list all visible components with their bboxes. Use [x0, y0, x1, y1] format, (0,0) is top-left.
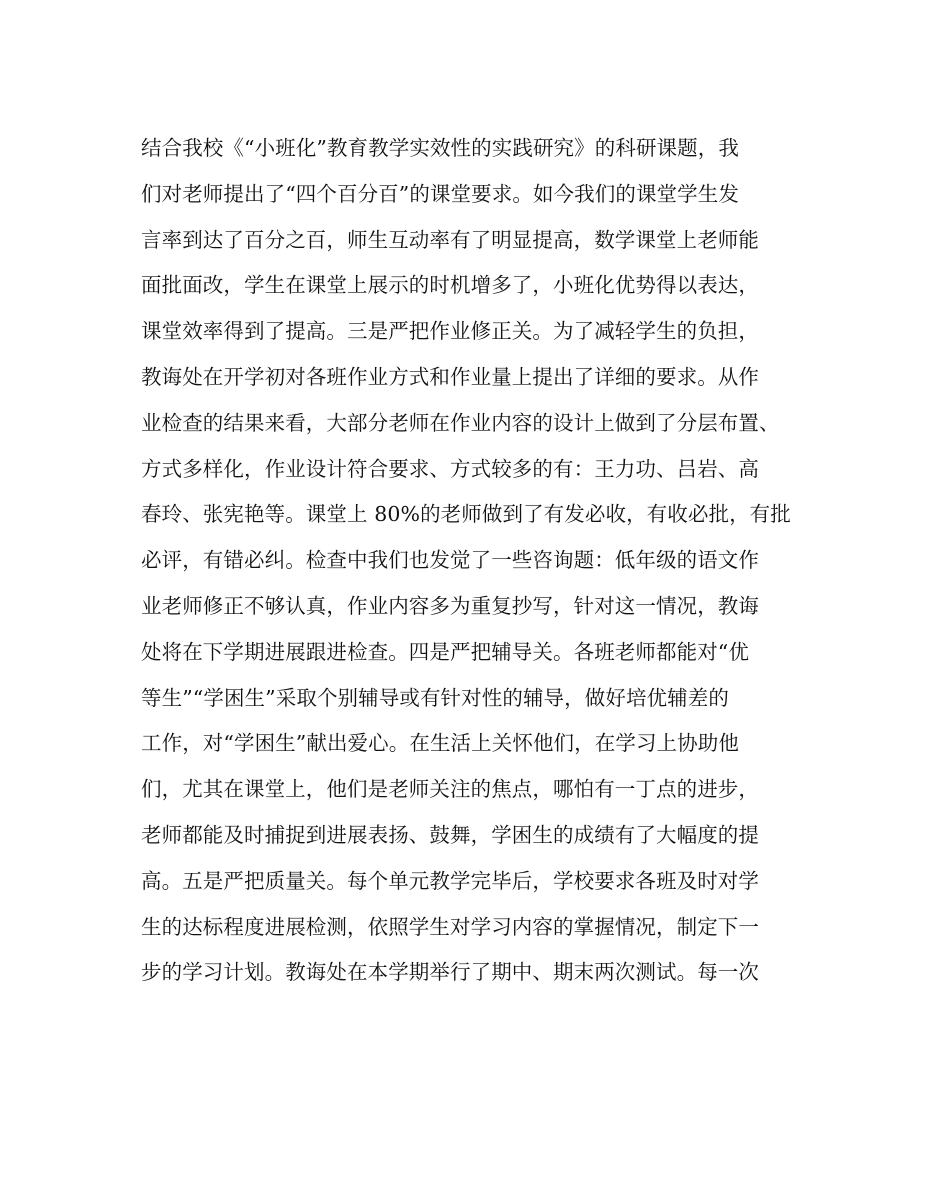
- text-line: 老师都能及时捕捉到进展表扬、鼓舞，学困生的成绩有了大幅度的提: [141, 822, 759, 847]
- text-line: 结合我校《“小班化”教育教学实效性的实践研究》的科研课题，我: [141, 136, 739, 160]
- text-line: 方式多样化，作业设计符合要求、方式较多的有：王力功、吕岩、高: [141, 456, 759, 481]
- text-line: 业检查的结果来看，大部分老师在作业内容的设计上做到了分层布置、: [141, 410, 780, 435]
- text-line: 课堂效率得到了提高。三是严把作业修正关。为了减轻学生的负担，: [141, 319, 759, 344]
- text-line: 教诲处在开学初对各班作业方式和作业量上提出了详细的要求。从作: [141, 364, 759, 389]
- text-line: 步的学习计划。教诲处在本学期举行了期中、期末两次测试。每一次: [141, 960, 759, 985]
- body-paragraph: [141, 126, 821, 996]
- text-line: 必评，有错必纠。检查中我们也发觉了一些咨询题：低年级的语文作: [141, 548, 759, 573]
- text-line: 业老师修正不够认真，作业内容多为重复抄写，针对这一情况，教诲: [141, 593, 759, 618]
- text-line: 面批面改，学生在课堂上展示的时机增多了，小班化优势得以表达，: [141, 273, 759, 298]
- text-line: 等生”“学困生”采取个别辅导或有针对性的辅导，做好培优辅差的: [141, 685, 729, 710]
- text-line: 言率到达了百分之百，师生互动率有了明显提高，数学课堂上老师能: [141, 227, 759, 252]
- text-line: 们，尤其在课堂上，他们是老师关注的焦点，哪怕有一丁点的进步，: [141, 777, 759, 802]
- text-line: 们对老师提出了“四个百分百”的课堂要求。如今我们的课堂学生发: [141, 181, 739, 206]
- text-line: 工作，对“学困生”献出爱心。在生活上关怀他们，在学习上协助他: [141, 731, 739, 756]
- text-line: 春玲、张宪艳等。课堂上 80%的老师做到了有发必收，有收必批，有批: [141, 502, 791, 527]
- text-line: 高。五是严把质量关。每个单元教学完毕后，学校要求各班及时对学: [141, 868, 759, 893]
- text-line: 生的达标程度进展检测，依照学生对学习内容的掌握情况，制定下一: [141, 914, 759, 939]
- text-line: 处将在下学期进展跟进检查。四是严把辅导关。各班老师都能对“优: [141, 639, 749, 664]
